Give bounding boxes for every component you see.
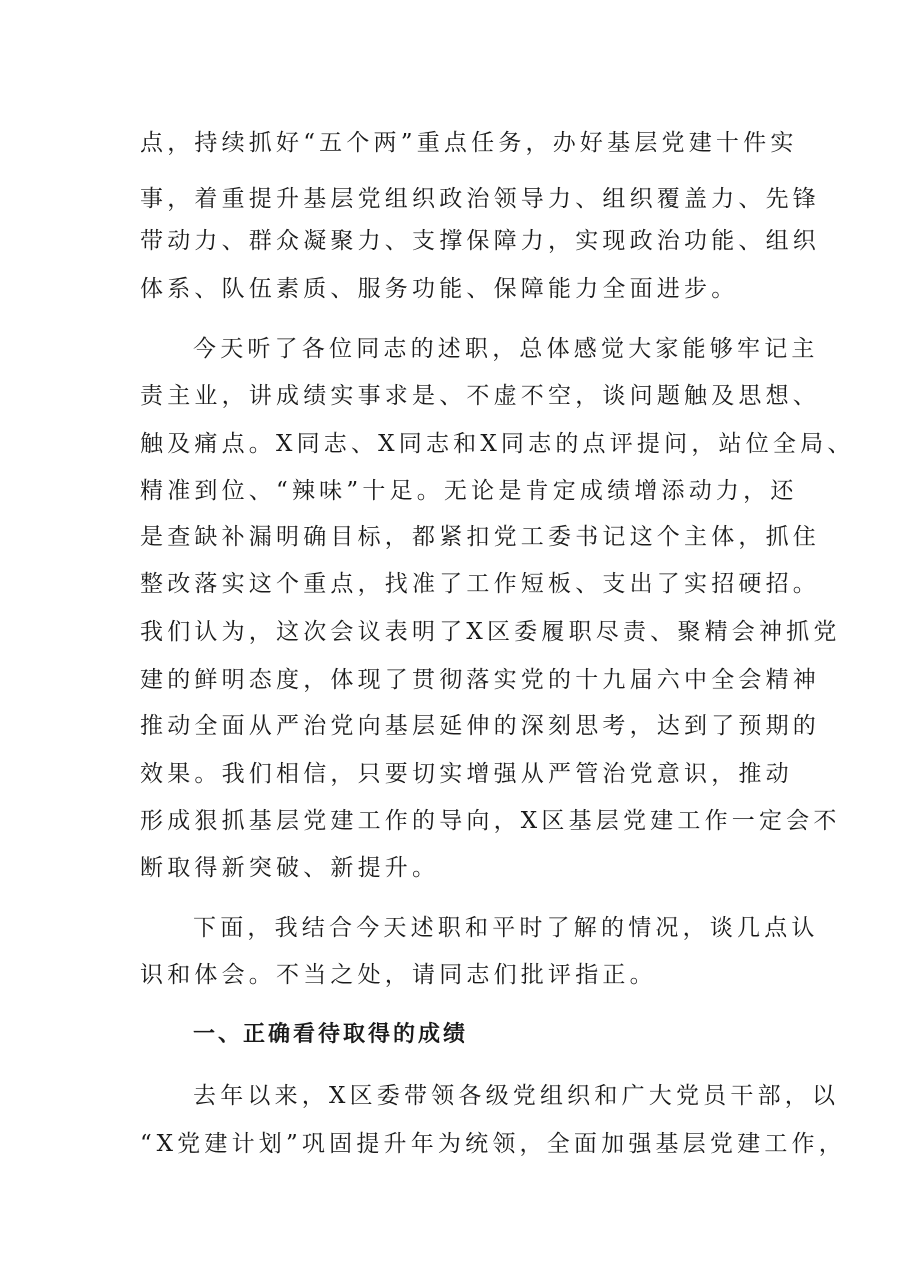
text-line: “X党建计划”巩固提升年为统领，全面加强基层党建工作， [140,1131,846,1157]
text-line: 去年以来，X区委带领各级党组织和广大党员干部，以 [193,1083,840,1109]
text-line: 带动力、群众凝聚力、支撑保障力，实现政治功能、组织 [140,228,820,254]
text-line: 责主业，讲成绩实事求是、不虚不空，谈问题触及思想、 [140,383,820,409]
text-line: 今天听了各位同志的述职，总体感觉大家能够牢记主 [193,336,819,362]
text-line: 事，着重提升基层党组织政治领导力、组织覆盖力、先锋 [140,186,820,212]
text-line: 体系、队伍素质、服务功能、保障能力全面进步。 [140,276,739,302]
text-line: 断取得新突破、新提升。 [140,855,440,881]
text-line: 是查缺补漏明确目标，都紧扣党工委书记这个主体，抓住 [140,524,820,550]
text-line: 效果。我们相信，只要切实增强从严管治党意识，推动 [140,761,793,787]
text-line: 识和体会。不当之处，请同志们批评指正。 [140,962,657,988]
text-line: 建的鲜明态度，体现了贯彻落实党的十九届六中全会精神 [140,667,820,693]
text-line: 我们认为，这次会议表明了X区委履职尽责、聚精会神抓党 [140,619,841,645]
section-heading: 一、正确看待取得的成绩 [193,1022,469,1047]
text-line: 精准到位、“辣味”十足。无论是肯定成绩增添动力，还 [140,478,798,504]
text-line: 触及痛点。X同志、X同志和X同志的点评提问，站位全局、 [140,431,855,457]
text-line: 推动全面从严治党向基层延伸的深刻思考，达到了预期的 [140,713,820,739]
text-line: 点，持续抓好“五个两”重点任务，办好基层党建十件实 [140,130,798,156]
text-line: 整改落实这个重点，找准了工作短板、支出了实招硬招。 [140,571,820,597]
text-line: 下面，我结合今天述职和平时了解的情况，谈几点认 [193,915,819,941]
text-line: 形成狠抓基层党建工作的导向，X区基层党建工作一定会不 [140,808,841,834]
